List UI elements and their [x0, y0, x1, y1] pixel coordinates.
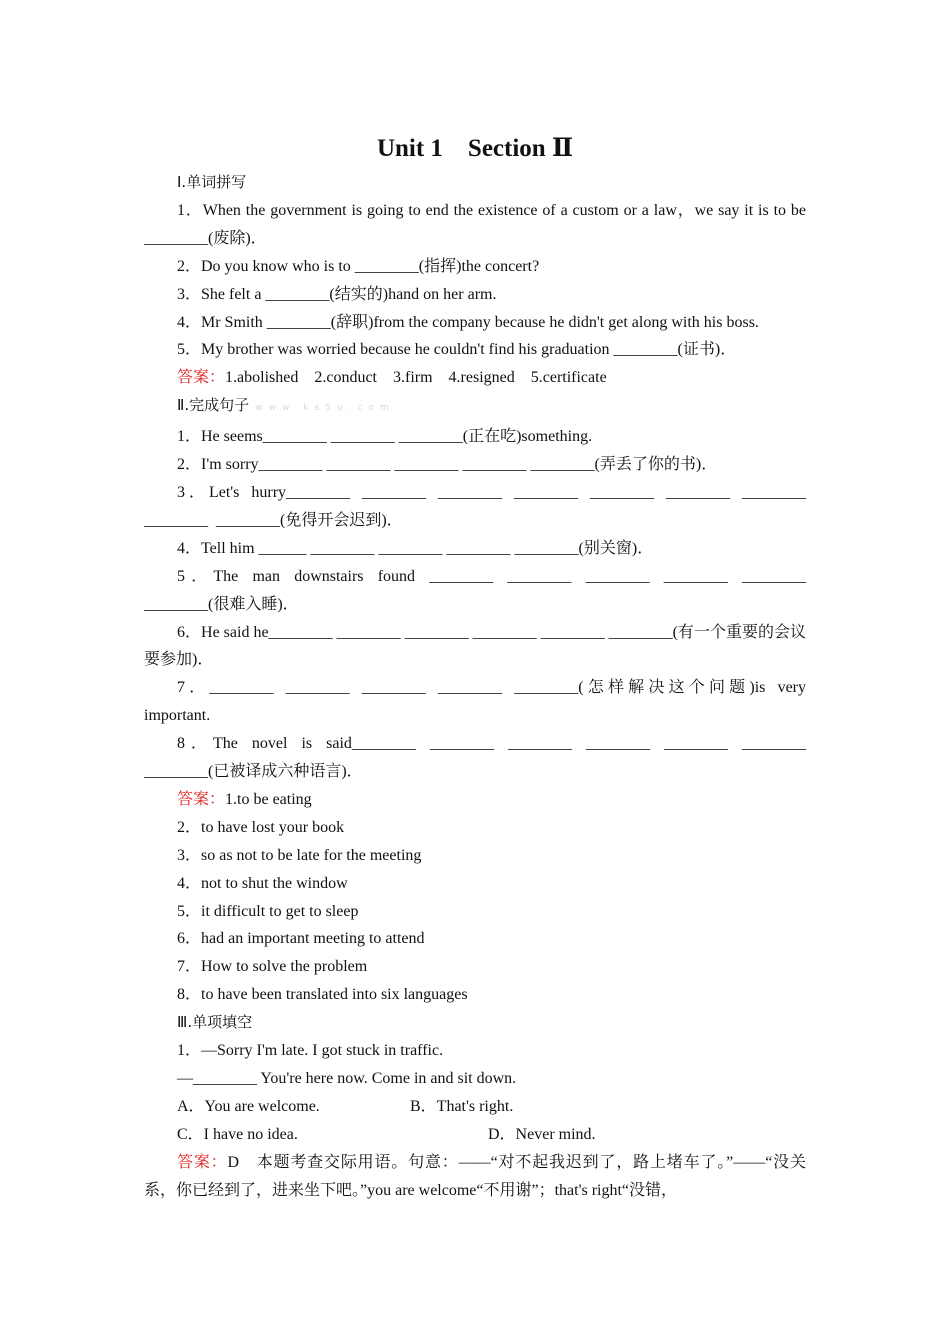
sentence-answer-5: 5．it difficult to get to sleep: [177, 902, 359, 920]
heading-text: Ⅱ.完成句子: [177, 396, 250, 415]
choice-options-row-1: [144, 1093, 806, 1121]
answer-label: 答案：: [177, 1153, 228, 1171]
answer-label: 答案：: [177, 369, 226, 387]
sentence-item-7: 7．________ ________ ________ ________ ________(怎样解决这个问题)is very important.: [144, 679, 806, 725]
spelling-item-3: 3．She felt a ________(结实的)hand on her arm.: [177, 285, 497, 303]
page-title: Unit 1 Section Ⅱ: [376, 135, 574, 162]
choice-question-1: 1．—Sorry I'm late. I got stuck in traffic.: [177, 1042, 444, 1060]
section-heading-choice: Ⅲ.单项填空: [177, 1013, 253, 1032]
sentence-item-8: 8．The novel is said________ ________ ________ ________ ________ ________ ________(已被译成六种语言)．: [144, 735, 806, 781]
sentence-answer-4: 4．not to shut the window: [177, 874, 348, 892]
option-d: D．Never mind.: [488, 1125, 596, 1143]
section-heading-spelling: Ⅰ.单词拼写: [177, 173, 247, 191]
answer-text: D 本题考查交际用语。句意：——“对不起我迟到了，路上堵车了。”——“没关系，你已经到了，进来坐下吧。”you are welcome“不用谢”；that's right“没错，: [144, 1153, 806, 1199]
sentence-item-4: 4．Tell him ______ ________ ________ ________ ________(别关窗)．: [177, 539, 654, 557]
sentence-item-5: 5．The man downstairs found ________ ________ ________ ________ ________ ________(很难入睡)．: [144, 567, 806, 613]
sentence-answer-3: 3．so as not to be late for the meeting: [177, 846, 422, 864]
option-a: A．You are welcome.: [177, 1097, 320, 1115]
spelling-answer: [144, 364, 806, 392]
section-heading-sentences: [144, 392, 806, 423]
sentence-item-2: 2．I'm sorry________ ________ ________ ________ ________(弄丢了你的书)．: [177, 456, 718, 474]
choice-question-1-reply: —________ You're here now. Come in and sit down.: [177, 1070, 517, 1087]
spelling-item-5: 5．My brother was worried because he couldn't find his graduation ________(证书)．: [177, 341, 737, 359]
sentence-answer-8: 8．to have been translated into six languages: [177, 986, 468, 1004]
answer-text: 1.to be eating: [225, 790, 312, 808]
spelling-item-4: 4．Mr Smith ________(辞职)from the company because he didn't get along with his boss.: [177, 313, 759, 331]
spelling-item-2: 2．Do you know who is to ________(指挥)the concert?: [177, 257, 540, 275]
answer-text: 1.abolished 2.conduct 3.firm 4.resigned 5.certificate: [225, 369, 607, 387]
spelling-item-1: 1．When the government is going to end the existence of a custom or a law，we say it is to be ________(废除)．: [144, 201, 806, 247]
sentence-item-3: 3．Let's hurry________ ________ ________ ________ ________ ________ ________ ________ ________(免得开会迟到)．: [144, 483, 806, 529]
watermark-text: www.ks5u.com: [255, 403, 395, 414]
sentence-item-1: 1．He seems________ ________ ________(正在吃)something.: [177, 428, 593, 446]
sentence-answer-7: 7．How to solve the problem: [177, 958, 368, 976]
choice-options-row-2: [144, 1121, 806, 1149]
sentence-item-6: 6．He said he________ ________ ________ ________ ________ ________(有一个重要的会议要参加)．: [144, 623, 806, 669]
sentence-answer: [144, 786, 806, 814]
option-b: B．That's right.: [410, 1097, 514, 1115]
document-body: [144, 169, 806, 1205]
option-c: C．I have no idea.: [177, 1125, 298, 1143]
sentence-answer-2: 2．to have lost your book: [177, 818, 345, 836]
sentence-answer-6: 6．had an important meeting to attend: [177, 930, 425, 948]
answer-label: 答案：: [177, 790, 226, 808]
choice-answer: [144, 1149, 806, 1205]
